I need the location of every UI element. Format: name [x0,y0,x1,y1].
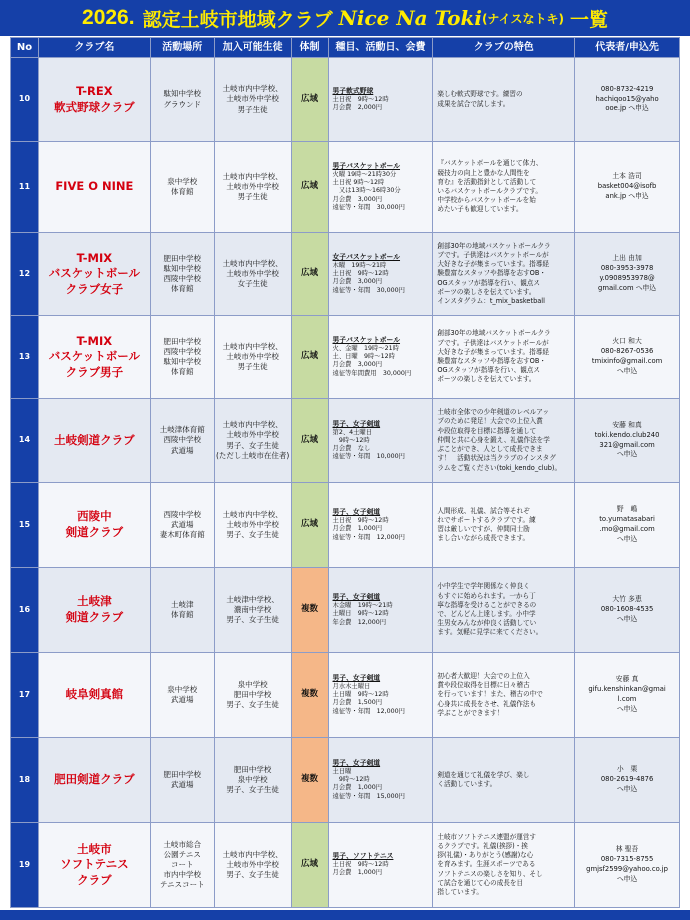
type-badge: 広域 [292,142,329,233]
table-row [11,738,680,823]
title-english: Nice Na Toki [338,6,482,30]
header-type: 体制 [292,38,329,58]
club-name: FIVE O NINE [39,142,151,233]
eligible-students: 土岐市内中学校、 土岐市外中学校 男子生徒 [215,142,292,233]
representative-contact[interactable]: 080-8732-4219 hachiqoo15@yaho ooe.jp へ申込 [575,58,680,142]
event-schedule: 土日祝 9時～12時 月会費 1,000円 [332,861,389,877]
club-feature: 人間形成、礼儀、試合等それぞ れでサポートするクラブです。練 習は厳しいですが、仲間同士励 まし合いながら成長できます。 [433,483,575,568]
activity-place: 土岐津 体育館 [151,568,215,653]
club-name: 土岐津 剣道クラブ [39,568,151,653]
event-name: 男子、女子剣道 [332,759,381,768]
row-number: 14 [11,399,39,483]
header-club-name: クラブ名 [39,38,151,58]
activity-place: 泉中学校 武道場 [151,653,215,738]
type-badge: 広域 [292,58,329,142]
club-name: 肥田剣道クラブ [39,738,151,823]
header-event: 種目、活動日、会費 [329,38,434,58]
event-name: 男子バスケットボール [332,336,401,345]
club-feature: 初心者大歓迎！大会での上位入 賞や段位取得を目標に日々稽古 を行っています！また、稽古の中で 心身共に成長をさせ、礼儀作法も 学ぶことができます！ [433,653,575,738]
representative-contact[interactable]: 安藤 真 gifu.kenshinkan@gmai l.com へ申込 [575,653,680,738]
event-info [329,568,434,653]
representative-contact[interactable]: 野 嶋 to.yumatasabari .mo@gmail.com へ申込 [575,483,680,568]
club-name: 岐阜剣真館 [39,653,151,738]
event-info [329,738,434,823]
club-feature: 『バスケットボールを通じて体力、 競技力の向上と豊かな人間性を 育む』を活動指針として活動して いるバスケットボールクラブです。 中学校からバスケットボールを始 めたい子も歓迎しています。 [433,142,575,233]
header-place: 活動場所 [151,38,215,58]
event-name: 男子バスケットボール [332,162,401,171]
club-feature: 創部30年の地域バスケットボールクラ ブです。子供達はバスケットボールが 大好きな子が集まっています。指導経 験豊富なスタッフや指導を志すOB・ OGスタッフが指導を行い、観点ス ポーツの楽しさを伝えています。 インスタグラム：t_mix_basketball [433,233,575,316]
event-name: 女子バスケットボール [332,253,401,262]
event-name: 男子、女子剣道 [332,419,381,428]
title-main: 認定土岐市地域クラブ [142,8,333,31]
event-schedule: 木金曜 19時～21時 土曜日 9時～12時 年会費 12,000円 [332,602,393,626]
row-number: 13 [11,316,39,399]
club-feature: 土岐市全体での少年剣道のレベルアッ プのために発足！大会での上位入賞 や段位取得を目標に指導を通して 仲間と共に心身を鍛え、礼儀作法を学 ぶことができ、人として成長できま す！ 活動状況は当クラブのインスタグ ラムをご覧ください(toki_kendo_club)。 [433,399,575,483]
table-row [11,58,680,142]
eligible-students: 土岐市内中学校、 土岐市外中学校 男子生徒 [215,316,292,399]
event-info [329,483,434,568]
representative-contact[interactable]: 大竹 多恵 080-1608-4535 へ申込 [575,568,680,653]
representative-contact[interactable]: 土本 浩司 basket004@isofb ank.jp へ申込 [575,142,680,233]
club-name: 西陵中 剣道クラブ [39,483,151,568]
eligible-students: 土岐市内中学校、 土岐市外中学校 男子生徒 [215,58,292,142]
type-badge: 広域 [292,483,329,568]
event-info [329,142,434,233]
event-name: 男子、ソフトテニス [332,852,394,861]
club-feature: 小中学生で学年関係なく仲良く もすぐに始められます。一から丁 寧な指導を受けることができるの で、どんどん上達します。小中学 生男女みんなが仲良く活動してい ます。気軽に見学に来てください。 [433,568,575,653]
type-badge: 広域 [292,233,329,316]
activity-place: 西陵中学校 武道場 妻木町体育館 [151,483,215,568]
event-schedule: 月水木土曜日 土日曜 9時～12時 月会費 1,500円 遠征等・年間 12,000円 [332,683,405,715]
event-info [329,58,434,142]
table-body [11,58,680,908]
activity-place: 泉中学校 体育館 [151,142,215,233]
table-row [11,568,680,653]
title-banner [0,0,690,36]
type-badge: 広域 [292,399,329,483]
row-number: 15 [11,483,39,568]
activity-place: 肥田中学校 武道場 [151,738,215,823]
activity-place: 土岐津体育館 西陵中学校 武道場 [151,399,215,483]
club-name: 土岐市 ソフトテニス クラブ [39,823,151,908]
type-badge: 広域 [292,316,329,399]
event-schedule: 木曜 19時～21時 土日祝 9時～12時 月会費 3,000円 遠征等・年間 30,000円 [332,262,405,294]
representative-contact[interactable]: 火口 和大 080-8267-0536 tmixinfo@gmail.com へ申込 [575,316,680,399]
club-feature: 楽しむ軟式野球です。練習の 成果を試合で試します。 [433,58,575,142]
event-schedule: 土日曜 9時～12時 月会費 1,000円 遠征等・年間 15,000円 [332,768,405,800]
event-name: 男子、女子剣道 [332,508,381,517]
eligible-students: 土岐市内中学校、 土岐市外中学校 男子、女子生徒 (ただし土岐市在住者) [215,399,292,483]
row-number: 19 [11,823,39,908]
table-row [11,653,680,738]
row-number: 18 [11,738,39,823]
activity-place: 肥田中学校 西陵中学校 駄知中学校 体育館 [151,316,215,399]
title-year: 2026. [82,6,135,29]
event-schedule: 火、金曜 19時～21時 土、日曜 9時～12時 月会費 3,000円 遠征等年間費用 30,000円 [332,345,412,377]
club-name: T-REX 軟式野球クラブ [39,58,151,142]
club-table [10,37,680,908]
eligible-students: 肥田中学校 泉中学校 男子、女子生徒 [215,738,292,823]
event-schedule: 土日祝 9時～12時 月会費 1,000円 遠征等・年間 12,000円 [332,517,405,541]
event-name: 男子、女子剣道 [332,593,381,602]
representative-contact[interactable]: 安藤 和真 toki.kendo.club240 321@gmail.com へ申込 [575,399,680,483]
type-badge: 複数 [292,738,329,823]
club-feature: 剣道を通じて礼儀を学び、楽し く活動しています。 [433,738,575,823]
event-schedule: 第2、4土曜日 9時～12時 月会費 なし 遠征等・年間 10,000円 [332,428,405,461]
table-row [11,483,680,568]
activity-place: 駄知中学校 グラウンド [151,58,215,142]
eligible-students: 土岐市内中学校、 土岐市外中学校 女子生徒 [215,233,292,316]
event-info [329,233,434,316]
title-kana: (ナイスなトキ) [481,11,564,26]
row-number: 11 [11,142,39,233]
row-number: 12 [11,233,39,316]
club-name: T-MIX バスケットボール クラブ男子 [39,316,151,399]
table-row [11,399,680,483]
event-info [329,399,434,483]
header-students: 加入可能生徒 [215,38,292,58]
eligible-students: 泉中学校 肥田中学校 男子、女子生徒 [215,653,292,738]
table-row [11,142,680,233]
header-feature: クラブの特色 [433,38,575,58]
table-row [11,316,680,399]
row-number: 16 [11,568,39,653]
type-badge: 広域 [292,823,329,908]
eligible-students: 土岐津中学校、 濃南中学校 男子、女子生徒 [215,568,292,653]
event-info [329,653,434,738]
row-number: 10 [11,58,39,142]
club-feature: 土岐市ソフトテニス連盟が運営す るクラブです。礼儀(挨拶)・挨 拶(礼儀)・ありがとう(感謝)な心 を育みます。生涯スポーツである ソフトテニスの楽しさを知り、そし て試合を通じて心の成長を目 指しています。 [433,823,575,908]
representative-contact[interactable]: 林 聖吾 080-7315-8755 gmjsf2599@yahoo.co.jp へ申込 [575,823,680,908]
title-suffix: 一覧 [569,8,608,31]
bottom-bar [0,910,690,920]
event-schedule: 火曜 19時～21時30分 土日祝 9時～12時 又は13時～16時30分 月会費 3,000円 遠征等・年間 30,000円 [332,170,405,211]
event-name: 男子、女子剣道 [332,674,381,683]
club-name: T-MIX バスケットボール クラブ女子 [39,233,151,316]
representative-contact[interactable]: 小 栗 080-2619-4876 へ申込 [575,738,680,823]
table-row [11,823,680,908]
event-schedule: 土日祝 9時～12時 月会費 2,000円 [332,95,389,111]
eligible-students: 土岐市内中学校、 土岐市外中学校 男子、女子生徒 [215,823,292,908]
club-name: 土岐剣道クラブ [39,399,151,483]
type-badge: 複数 [292,653,329,738]
event-info [329,316,434,399]
row-number: 17 [11,653,39,738]
table-header [11,38,680,58]
header-no: No [11,38,39,58]
activity-place: 肥田中学校 駄知中学校 西陵中学校 体育館 [151,233,215,316]
type-badge: 複数 [292,568,329,653]
representative-contact[interactable]: 上出 由加 080-3953-3978 y.0908953978@ gmail.com へ申込 [575,233,680,316]
club-feature: 創部30年の地域バスケットボールクラ ブです。子供達はバスケットボールが 大好きな子が集まっています。指導経 験豊富なスタッフや指導を志すOB・ OGスタッフが指導を行い、観点ス ポーツの楽しさを伝えています。 [433,316,575,399]
eligible-students: 土岐市内中学校、 土岐市外中学校 男子、女子生徒 [215,483,292,568]
header-representative: 代表者/申込先 [575,38,680,58]
event-info [329,823,434,908]
event-name: 男子軟式野球 [332,86,374,95]
activity-place: 土岐市総合 公園テニス コート 市内中学校 テニスコート [151,823,215,908]
table-row [11,233,680,316]
